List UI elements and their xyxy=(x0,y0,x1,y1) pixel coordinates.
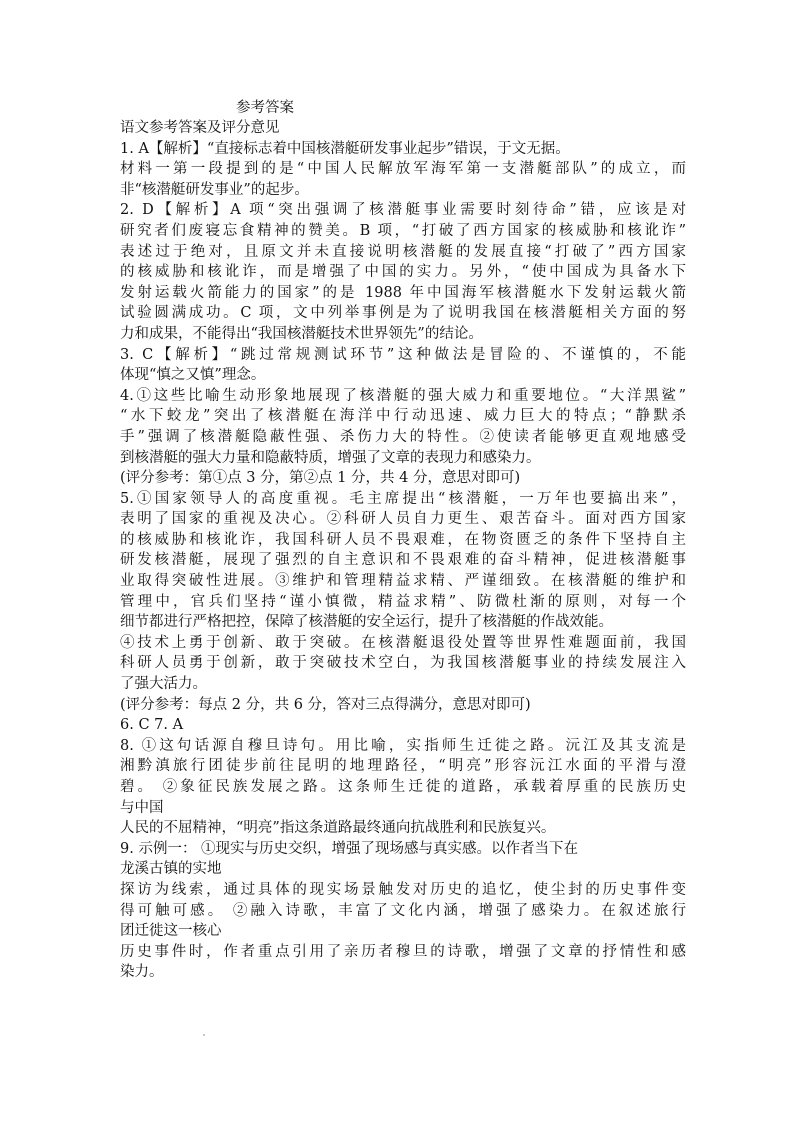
text-line: 9. 示例一： ①现实与历史交织，增强了现场感与真实感。以作者当下在 xyxy=(120,840,579,857)
text-line: 探访为线索，通过具体的现实场景触发对历史的追忆，使尘封的历史事件变 xyxy=(120,881,686,898)
text-line: 非“核潜艇研发事业”的起步。 xyxy=(120,181,309,198)
text-line: 人民的不屈精神，“明亮”指这条道路最终通向抗战胜利和民族复兴。 xyxy=(120,820,556,837)
text-line: 研究者们废寝忘食精神的赞美。B 项，“打破了西方国家的核威胁和核讹诈” xyxy=(120,222,686,239)
text-line: 管理中，官兵们坚持“谨小慎微，精益求精”、防微杜渐的原则，对每一个 xyxy=(120,593,686,610)
text-line: 的核威胁和核讹诈，我国科研人员不畏艰难，在物资匮乏的条件下坚持自主 xyxy=(120,531,686,548)
text-line: 5.①国家领导人的高度重视。毛主席提出“核潜艇，一万年也要搞出来”， xyxy=(120,490,686,507)
text-line: 染力。 xyxy=(120,964,164,981)
text-line: 试验圆满成功。C 项，文中列举事例是为了说明我国在核潜艇相关方面的努 xyxy=(120,305,686,322)
text-line: 发射运载火箭能力的国家”的是 1988 年中国海军核潜艇水下发射运载火箭 xyxy=(120,284,686,301)
text-line: 语文参考答案及评分意见 xyxy=(120,120,280,136)
text-line: (评分参考：第①点 3 分，第②点 1 分，共 4 分，意思对即可) xyxy=(120,470,521,487)
text-line: 得可触可感。 ②融入诗歌，丰富了文化内涵，增强了感染力。在叙述旅行 xyxy=(120,902,686,919)
answer-body xyxy=(120,118,686,983)
text-line: 研发核潜艇，展现了强烈的自主意识和不畏艰难的奋斗精神，促进核潜艇事 xyxy=(120,552,686,569)
text-line: 材料一第一段提到的是“中国人民解放军海军第一支潜艇部队”的成立，而 xyxy=(120,161,686,178)
text-line: 科研人员勇于创新，敢于突破技术空白，为我国核潜艇事业的持续发展注入 xyxy=(120,655,686,672)
page-mark xyxy=(203,1034,205,1036)
text-line: 表述过于绝对，且原文并未直接说明核潜艇的发展直接“打破了”西方国家 xyxy=(120,243,686,260)
text-line: 碧。 ②象征民族发展之路。这条师生迁徙的道路，承载着厚重的民族历史 xyxy=(120,779,686,795)
text-line: “水下蛟龙”突出了核潜艇在海洋中行动迅速、威力巨大的特点；“静默杀 xyxy=(120,408,686,425)
text-line: 3. C【解析】“跳过常规测试环节”这种做法是冒险的、不谨慎的，不能 xyxy=(120,346,686,363)
text-line: 手”强调了核潜艇隐蔽性强、杀伤力大的特性。②使读者能够更直观地感受 xyxy=(120,428,686,445)
text-line: ④技术上勇于创新、敢于突破。在核潜艇退役处置等世界性难题面前，我国 xyxy=(120,634,686,651)
page-title: 参考答案 xyxy=(236,100,294,116)
text-line: 体现“慎之又慎”理念。 xyxy=(120,367,266,384)
text-line: 细节都进行严格把控，保障了核潜艇的安全运行，提升了核潜艇的作战效能。 xyxy=(120,614,613,631)
text-line: 的核威胁和核讹诈，而是增强了中国的实力。另外，“使中国成为具备水下 xyxy=(120,264,686,281)
text-line: 与中国 xyxy=(120,799,164,816)
text-line: 1. A【解析】“直接标志着中国核潜艇研发事业起步”错误，于文无据。 xyxy=(120,140,570,157)
text-line: 龙溪古镇的实地 xyxy=(120,861,222,878)
text-line: 4.①这些比喻生动形象地展现了核潜艇的强大威力和重要地位。“大洋黑鲨” xyxy=(120,387,686,404)
text-line: 了强大活力。 xyxy=(120,676,207,693)
text-line: (评分参考：每点 2 分，共 6 分，答对三点得满分，意思对即可) xyxy=(120,696,531,713)
text-line: 2. D【解析】A 项“突出强调了核潜艇事业需要时刻待命”错，应该是对 xyxy=(120,202,686,219)
text-line: 力和成果，不能得出“我国核潜艇技术世界领先”的结论。 xyxy=(120,325,483,342)
text-line: 历史事件时，作者重点引用了亲历者穆旦的诗歌，增强了文章的抒情性和感 xyxy=(120,943,686,960)
text-line: 业取得突破性进展。③维护和管理精益求精、严谨细致。在核潜艇的维护和 xyxy=(120,573,686,590)
text-line: 湘黔滇旅行团徒步前往昆明的地理路径，“明亮”形容沅江水面的平滑与澄 xyxy=(120,758,686,775)
text-line: 8. ①这句话源自穆旦诗句。用比喻，实指师生迁徙之路。沅江及其支流是 xyxy=(120,737,686,754)
text-line: 到核潜艇的强大力量和隐蔽特质，增强了文章的表现力和感染力。 xyxy=(120,449,541,466)
text-line: 表明了国家的重视及决心。②科研人员自力更生、艰苦奋斗。面对西方国家 xyxy=(120,511,686,528)
text-line: 团迁徙这一核心 xyxy=(120,923,222,940)
text-line: 6. C 7. A xyxy=(120,717,184,734)
